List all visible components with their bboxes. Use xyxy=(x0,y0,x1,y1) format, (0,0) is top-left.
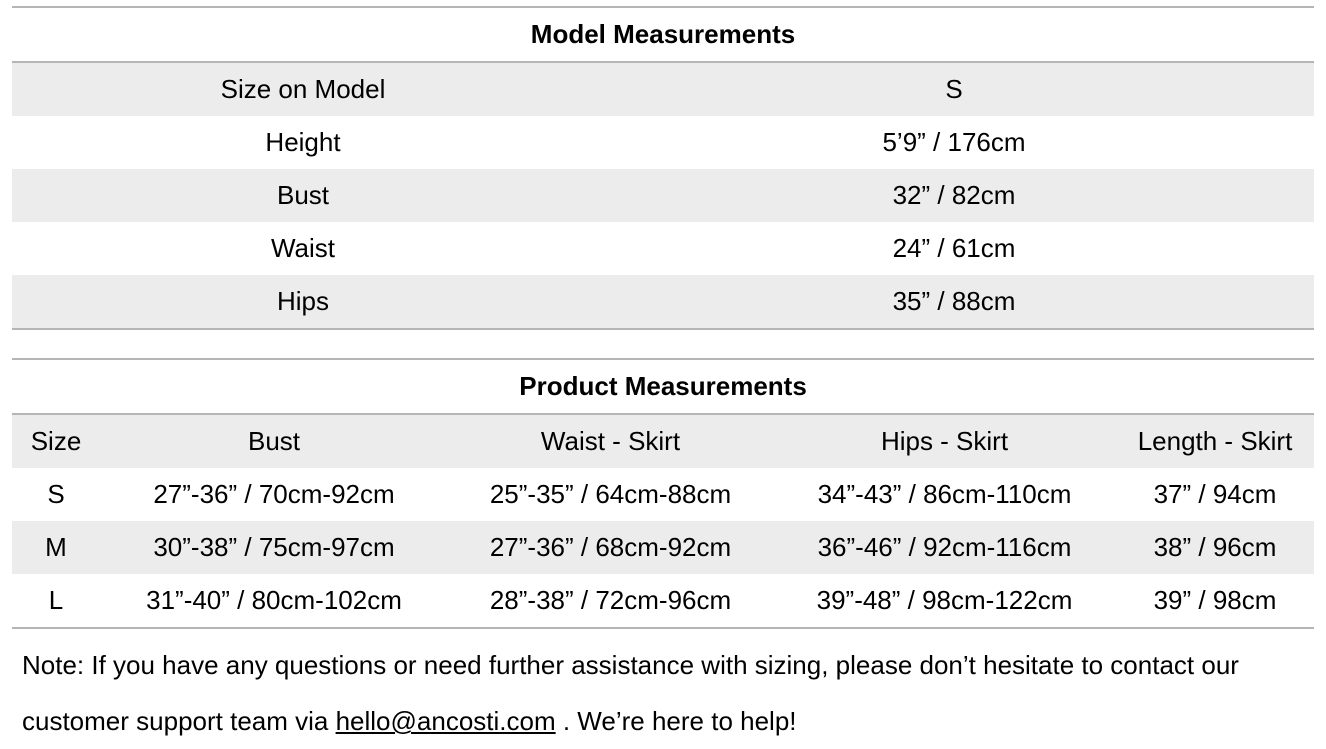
column-header: Length - Skirt xyxy=(1116,414,1314,468)
table-row xyxy=(12,169,1314,222)
row-label: Size on Model xyxy=(12,62,594,116)
support-note xyxy=(22,637,1312,749)
table-cell: 37” / 94cm xyxy=(1153,479,1277,509)
table-cell: 27”-36” / 68cm-92cm xyxy=(448,521,773,574)
product-measurements-title: Product Measurements xyxy=(12,359,1314,414)
table-row xyxy=(12,62,1314,116)
row-value: 24” / 61cm xyxy=(892,233,1016,263)
table-cell: 36”-46” / 92cm-116cm xyxy=(773,521,1116,574)
model-measurements-title: Model Measurements xyxy=(12,7,1314,62)
table-row xyxy=(12,275,1314,329)
note-text: Note: If you have any questions or need further assistance with sizing, please don’t hesitate to contact our customer support team via xyxy=(22,650,1239,736)
row-value: 35” / 88cm xyxy=(594,275,1314,329)
table-cell: 39”-48” / 98cm-122cm xyxy=(773,574,1116,628)
table-cell: 30”-38” / 75cm-97cm xyxy=(100,521,448,574)
table-cell: 28”-38” / 72cm-96cm xyxy=(448,574,773,628)
table-cell: S xyxy=(47,479,65,509)
column-header: Waist - Skirt xyxy=(448,414,773,468)
table-cell: 27”-36” / 70cm-92cm xyxy=(153,479,395,509)
product-measurements-table xyxy=(12,358,1314,629)
table-cell: 25”-35” / 64cm-88cm xyxy=(489,479,732,509)
row-label: Height xyxy=(265,127,341,157)
table-cell: 31”-40” / 80cm-102cm xyxy=(100,574,448,628)
table-cell: 34”-43” / 86cm-110cm xyxy=(817,479,1072,509)
support-email-link[interactable]: hello@ancosti.com xyxy=(335,706,556,736)
row-value: S xyxy=(594,62,1314,116)
column-header: Bust xyxy=(100,414,448,468)
column-header: Hips - Skirt xyxy=(773,414,1116,468)
row-label: Hips xyxy=(12,275,594,329)
row-value: 5’9” / 176cm xyxy=(882,127,1026,157)
table-cell: M xyxy=(12,521,100,574)
table-cell: 38” / 96cm xyxy=(1116,521,1314,574)
table-cell: L xyxy=(12,574,100,628)
note-text-end: . We’re here to help! xyxy=(555,706,797,736)
model-measurements-table xyxy=(12,6,1314,330)
table-header-row xyxy=(12,414,1314,468)
table-row xyxy=(12,116,1314,169)
table-row xyxy=(12,468,1314,521)
table-row xyxy=(12,574,1314,628)
table-row xyxy=(12,222,1314,275)
row-label: Bust xyxy=(12,169,594,222)
table-cell: 39” / 98cm xyxy=(1116,574,1314,628)
row-value: 32” / 82cm xyxy=(594,169,1314,222)
row-label: Waist xyxy=(270,233,336,263)
column-header: Size xyxy=(12,414,100,468)
table-row xyxy=(12,521,1314,574)
